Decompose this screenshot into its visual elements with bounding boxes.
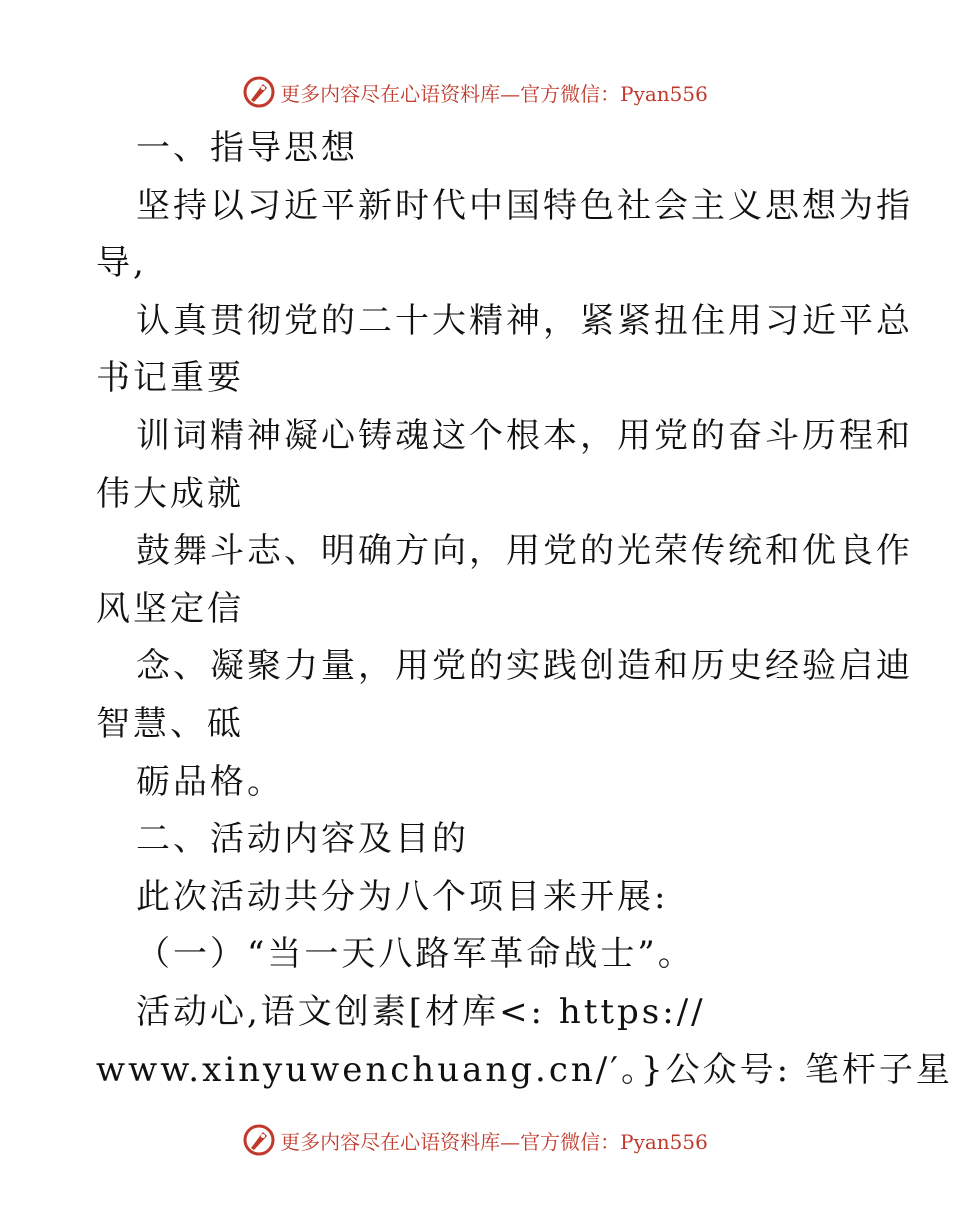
paragraph-line: 坚持以习近平新时代中国特色社会主义思想为指 <box>136 185 913 226</box>
paragraph-line: 此次活动共分为八个项目来开展: <box>136 876 669 917</box>
pen-nib-icon <box>242 1123 276 1157</box>
document-body <box>96 120 953 1099</box>
list-item-heading: （一）“当一天八路军革命战士”。 <box>136 934 695 975</box>
pen-nib-icon <box>242 75 276 109</box>
paragraph-line: 认真贯彻党的二十大精神，紧紧扭住用习近平总 <box>136 300 913 341</box>
watermark-text: 更多内容尽在心语资料库—官方微信：Pyan556 <box>280 1129 708 1154</box>
paragraph-line: 风坚定信 <box>96 588 244 629</box>
header-watermark <box>0 72 950 112</box>
url-line: www.xinyuwenchuang.cn/′。}公众号: 笔杆子星 <box>96 1049 953 1090</box>
paragraph-line: 导, <box>96 243 147 284</box>
watermark-text: 更多内容尽在心语资料库—官方微信：Pyan556 <box>280 81 708 106</box>
heading-activity-content: 二、活动内容及目的 <box>136 819 469 860</box>
paragraph-line: 鼓舞斗志、明确方向，用党的光荣传统和优良作 <box>136 531 913 572</box>
paragraph-line: 念、凝聚力量，用党的实践创造和历史经验启迪 <box>136 646 913 687</box>
footer-watermark <box>0 1120 950 1160</box>
paragraph-line: 活动心,语文创素[材库<: https:// <box>136 991 706 1032</box>
heading-guiding-thought: 一、指导思想 <box>136 128 358 168</box>
paragraph-line: 书记重要 <box>96 358 244 399</box>
paragraph-line: 智慧、砥 <box>96 703 244 744</box>
paragraph-line: 伟大成就 <box>96 473 244 514</box>
paragraph-line: 训词精神凝心铸魂这个根本，用党的奋斗历程和 <box>136 415 913 456</box>
paragraph-line: 砺品格。 <box>136 761 284 802</box>
